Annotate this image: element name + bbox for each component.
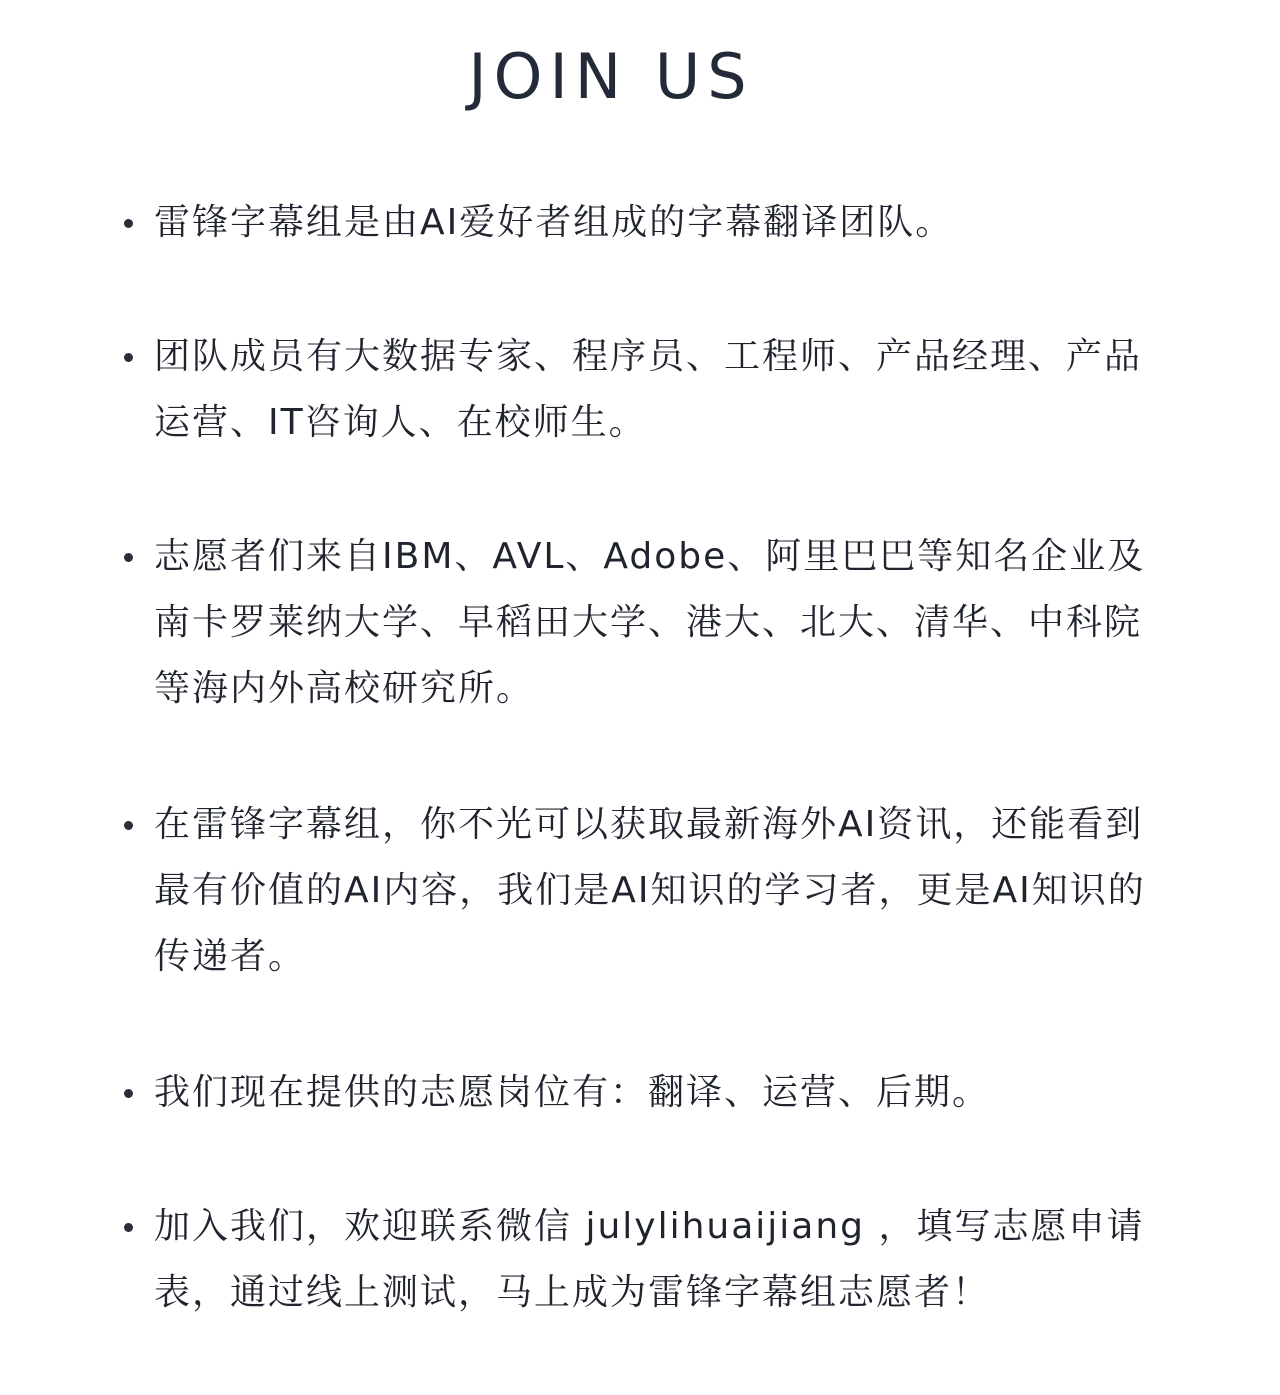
bullet-dot-icon: [124, 219, 133, 228]
list-item-text: 在雷锋字幕组，你不光可以获取最新海外AI资讯，还能看到最有价值的AI内容，我们是AI知识的学习者，更是AI知识的传递者。: [154, 804, 1146, 977]
list-item: [154, 1194, 1174, 1326]
list-item-text: 加入我们，欢迎联系微信 julylihuaijiang ，填写志愿申请表，通过线上测试，马上成为雷锋字幕组志愿者！: [154, 1206, 1145, 1313]
list-item-text: 雷锋字幕组是由AI爱好者组成的字幕翻译团队。: [154, 202, 954, 243]
bullet-dot-icon: [124, 1223, 133, 1232]
list-item: [154, 1060, 1174, 1126]
bullet-dot-icon: [124, 353, 133, 362]
bullet-dot-icon: [124, 1089, 133, 1098]
list-item: [154, 524, 1174, 722]
bullet-dot-icon: [124, 553, 133, 562]
list-item-text: 志愿者们来自IBM、AVL、Adobe、阿里巴巴等知名企业及南卡罗莱纳大学、早稻田大学、港大、北大、清华、中科院等海内外高校研究所。: [154, 536, 1146, 709]
bullet-dot-icon: [124, 821, 133, 830]
list-item-text: 我们现在提供的志愿岗位有：翻译、运营、后期。: [154, 1072, 991, 1113]
list-item: [154, 190, 1174, 256]
list-item-text: 团队成员有大数据专家、程序员、工程师、产品经理、产品运营、IT咨询人、在校师生。: [154, 336, 1143, 443]
page-title: JOIN US: [468, 40, 754, 113]
list-item: [154, 792, 1174, 990]
list-item: [154, 324, 1174, 456]
